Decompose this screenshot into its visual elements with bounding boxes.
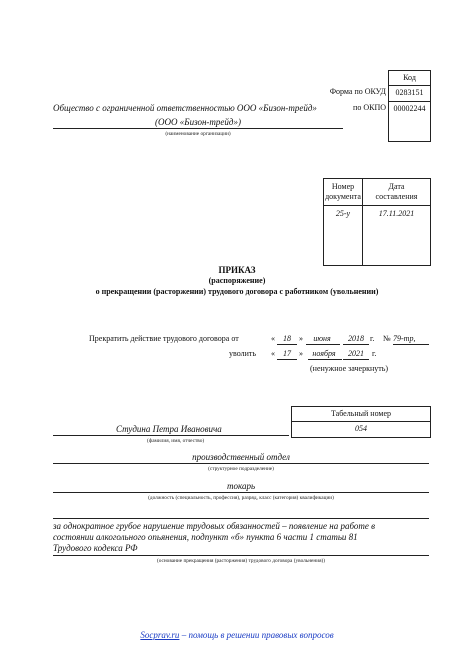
dismiss-day-open-quote: «	[271, 349, 275, 358]
contract-year: 2018	[348, 334, 364, 343]
tab-number-value: 054	[355, 424, 367, 433]
name-caption: (фамилия, имя, отчество)	[147, 438, 205, 444]
contract-number-label: №	[383, 334, 391, 343]
grounds-line-2: состоянии алкогольного опьянения, подпункт «б» пункта 6 части 1 статьи 81	[53, 532, 358, 542]
dismiss-label: уволить	[229, 349, 257, 358]
okud-code-table	[388, 70, 431, 142]
doc-number-header-1: Номер	[331, 182, 355, 191]
footer-link[interactable]: Socprav.ru	[140, 630, 180, 640]
organization-name-line2: (ООО «Бизон-трейд»)	[155, 117, 241, 127]
organization-name-line1: Общество с ограниченной ответственностью ООО «Бизон-трейд»	[53, 103, 317, 113]
strike-note: (ненужное зачеркнуть)	[310, 364, 389, 373]
doc-number-value: 25-у	[335, 209, 351, 218]
footer	[0, 630, 474, 640]
code-header: Код	[403, 73, 416, 82]
okpo-value: 00002244	[393, 104, 426, 113]
position-caption: (должность (специальность, профессия), разряд, класс (категория) квалификации)	[148, 495, 334, 501]
contract-day-open-quote: «	[271, 334, 275, 343]
organization-underline	[53, 128, 343, 129]
organization-caption: (наименование организации)	[165, 131, 231, 137]
tab-number-table	[291, 406, 431, 438]
dismiss-year: 2021	[348, 349, 364, 358]
doc-date-header-2: составления	[375, 192, 418, 201]
dismiss-year-suffix: г.	[372, 349, 377, 358]
doc-date-header-1: Дата	[388, 182, 405, 191]
employee-department: производственный отдел	[192, 452, 290, 462]
dismiss-day-close-quote: »	[299, 349, 303, 358]
contract-year-suffix: г.	[370, 334, 375, 343]
doc-number-header-2: документа	[325, 192, 361, 201]
order-subtitle: (распоряжение)	[208, 276, 266, 285]
okpo-label: по ОКПО	[353, 103, 386, 112]
doc-date-value: 17.11.2021	[378, 209, 415, 218]
contract-day-close-quote: »	[299, 334, 303, 343]
order-title: ПРИКАЗ	[218, 265, 256, 275]
terminate-label: Прекратить действие трудового договора от	[89, 334, 239, 343]
footer-text: – помощь в решении правовых вопросов	[179, 630, 334, 640]
department-caption: (структурное подразделение)	[208, 466, 274, 472]
order-description: о прекращении (расторжении) трудового договора с работником (увольнении)	[95, 287, 379, 296]
grounds-line-3: Трудового кодекса РФ	[53, 543, 138, 553]
contract-month: июня	[313, 334, 331, 343]
okud-label: Форма по ОКУД	[329, 87, 386, 96]
dismiss-month: ноября	[312, 349, 336, 358]
document-number-table	[323, 178, 431, 266]
contract-day: 18	[283, 334, 291, 343]
grounds-caption: (основание прекращения (расторжения) трудового договора (увольнения))	[156, 558, 326, 564]
dismiss-day: 17	[283, 349, 291, 358]
tab-number-header: Табельный номер	[330, 409, 392, 418]
employee-full-name: Студина Петра Ивановича	[116, 424, 222, 434]
okud-value: 0283151	[395, 88, 424, 97]
grounds-line-1: за однократное грубое нарушение трудовых обязанностей – появление на работе в	[53, 521, 376, 531]
contract-number: 79-тр,	[393, 334, 416, 343]
employee-position: токарь	[226, 481, 256, 491]
